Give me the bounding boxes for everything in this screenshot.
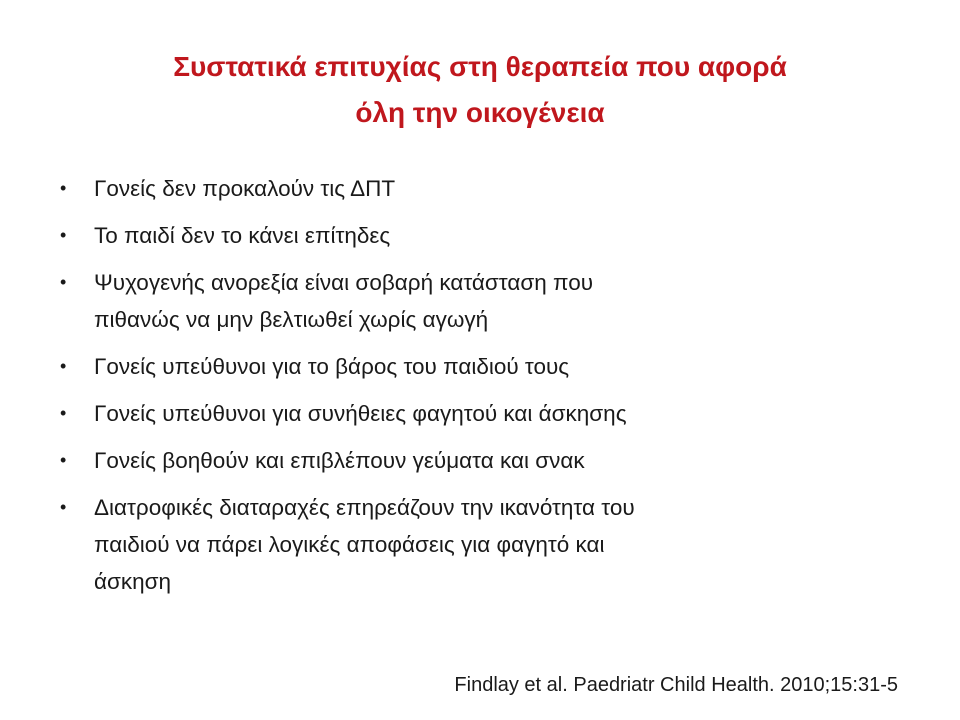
bullet-text-line: πιθανώς να μην βελτιωθεί χωρίς αγωγή <box>94 307 489 332</box>
bullet-icon: • <box>60 178 67 198</box>
slide-title <box>60 44 900 136</box>
bullet-item <box>60 170 880 207</box>
bullet-icon: • <box>60 450 67 470</box>
bullet-icon: • <box>60 403 67 423</box>
bullet-text-line: παιδιού να πάρει λογικές αποφάσεις για φαγητό και <box>94 532 605 557</box>
bullet-text-line: Γονείς δεν προκαλούν τις ΔΠΤ <box>94 176 396 201</box>
bullet-text-line: άσκηση <box>94 569 172 594</box>
bullet-item <box>60 264 880 338</box>
bullet-icon: • <box>60 272 67 292</box>
bullet-text-line: Διατροφικές διαταραχές επηρεάζουν την ικανότητα του <box>94 495 635 520</box>
bullet-icon: • <box>60 497 67 517</box>
bullet-text-line: Γονείς υπεύθυνοι για το βάρος του παιδιού τους <box>94 354 570 379</box>
bullet-icon: • <box>60 356 67 376</box>
bullet-text-line: Ψυχογενής ανορεξία είναι σοβαρή κατάσταση που <box>94 270 594 295</box>
citation: Findlay et al. Paedriatr Child Health. 2010;15:31-5 <box>454 674 898 696</box>
slide-title-line-2: όλη την οικογένεια <box>355 97 605 128</box>
bullet-text-line: Γονείς βοηθούν και επιβλέπουν γεύματα και σνακ <box>94 448 585 473</box>
slide-title-line-1: Συστατικά επιτυχίας στη θεραπεία που αφορά <box>173 51 787 82</box>
bullet-item <box>60 348 880 385</box>
bullet-item <box>60 489 880 600</box>
bullet-text-line: Το παιδί δεν το κάνει επίτηδες <box>94 223 391 248</box>
bullet-item <box>60 442 880 479</box>
bullet-icon: • <box>60 225 67 245</box>
bullet-item <box>60 395 880 432</box>
bullet-list <box>60 170 880 610</box>
bullet-item <box>60 217 880 254</box>
bullet-text-line: Γονείς υπεύθυνοι για συνήθειες φαγητού και άσκησης <box>94 401 627 426</box>
